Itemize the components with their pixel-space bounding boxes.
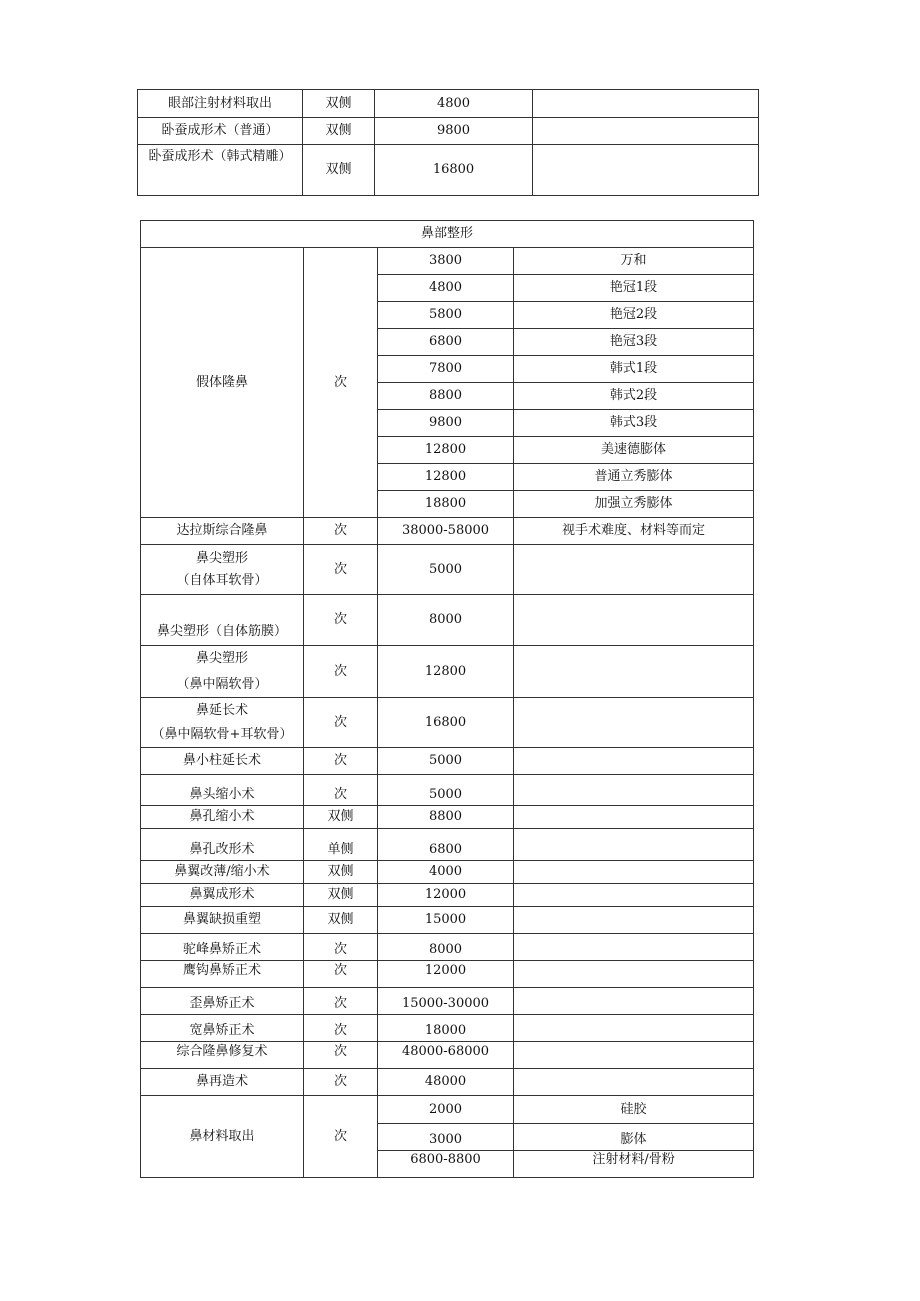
table-row [138, 145, 759, 196]
item-cell: 宽鼻矫正术 [141, 1015, 304, 1042]
table-row [141, 934, 754, 961]
table-row [141, 748, 754, 775]
note-cell [514, 861, 754, 884]
table-row [141, 907, 754, 934]
price-cell: 9800 [378, 410, 514, 437]
table-row [141, 806, 754, 829]
unit-cell: 次 [304, 248, 378, 518]
note-cell [514, 884, 754, 907]
table-row [141, 775, 754, 806]
item-cell: 卧蚕成形术（普通） [138, 118, 303, 145]
item-cell: 假体隆鼻 [141, 248, 304, 518]
note-cell [533, 145, 759, 196]
table-row [141, 1069, 754, 1096]
price-cell: 18000 [378, 1015, 514, 1042]
item-cell: 鼻翼改薄/缩小术 [141, 861, 304, 884]
note-cell [514, 775, 754, 806]
note-cell [514, 748, 754, 775]
item-line-2: （自体耳软骨） [176, 572, 268, 588]
item-cell: 鹰钩鼻矫正术 [141, 961, 304, 988]
table-row [141, 988, 754, 1015]
item-line-1: 鼻尖塑形 [195, 550, 248, 566]
item-cell [141, 698, 304, 748]
unit-cell: 双侧 [304, 884, 378, 907]
unit-cell: 单侧 [304, 829, 378, 861]
table-row [141, 1042, 754, 1069]
note-cell: 万和 [514, 248, 754, 275]
note-cell [533, 90, 759, 118]
unit-cell: 次 [304, 988, 378, 1015]
price-cell: 8000 [378, 934, 514, 961]
price-cell: 16800 [375, 145, 533, 196]
note-cell [533, 118, 759, 145]
price-cell: 5000 [378, 545, 514, 595]
note-cell [514, 1015, 754, 1042]
note-cell [514, 907, 754, 934]
note-cell: 普通立秀膨体 [514, 464, 754, 491]
note-cell: 艳冠2段 [514, 302, 754, 329]
item-cell: 鼻翼缺损重塑 [141, 907, 304, 934]
item-cell [141, 545, 304, 595]
price-cell: 15000 [378, 907, 514, 934]
price-cell: 4000 [378, 861, 514, 884]
item-line-2: （鼻中隔软骨） [176, 676, 268, 692]
price-cell: 12800 [378, 646, 514, 698]
unit-cell: 次 [304, 934, 378, 961]
table-row [141, 646, 754, 698]
price-cell: 12800 [378, 464, 514, 491]
note-cell: 注射材料/骨粉 [514, 1151, 754, 1178]
unit-cell: 双侧 [303, 118, 375, 145]
table-row [141, 1015, 754, 1042]
item-cell: 歪鼻矫正术 [141, 988, 304, 1015]
price-cell: 15000-30000 [378, 988, 514, 1015]
eye-price-table [137, 89, 759, 196]
unit-cell: 次 [304, 1096, 378, 1178]
price-cell: 5000 [378, 748, 514, 775]
price-cell: 6800 [378, 829, 514, 861]
price-cell: 18800 [378, 491, 514, 518]
note-cell [514, 698, 754, 748]
table-row [138, 118, 759, 145]
unit-cell: 双侧 [304, 806, 378, 829]
note-cell: 美速德膨体 [514, 437, 754, 464]
price-cell: 12000 [378, 961, 514, 988]
item-line-1: 鼻尖塑形 [195, 650, 248, 666]
table-row [141, 518, 754, 545]
item-line-2: （鼻中隔软骨+耳软骨） [151, 726, 293, 742]
item-cell: 卧蚕成形术（韩式精雕） [138, 145, 303, 196]
unit-cell: 次 [304, 775, 378, 806]
table-row [141, 884, 754, 907]
note-cell [514, 806, 754, 829]
unit-cell: 次 [304, 518, 378, 545]
table-row [141, 1096, 754, 1124]
unit-cell: 次 [304, 1042, 378, 1069]
note-cell [514, 988, 754, 1015]
note-cell: 加强立秀膨体 [514, 491, 754, 518]
unit-cell: 双侧 [304, 907, 378, 934]
price-cell: 2000 [378, 1096, 514, 1124]
note-cell: 韩式3段 [514, 410, 754, 437]
price-cell: 8800 [378, 383, 514, 410]
unit-cell: 次 [304, 748, 378, 775]
item-cell: 鼻材料取出 [141, 1096, 304, 1178]
item-cell: 鼻小柱延长术 [141, 748, 304, 775]
price-cell: 3000 [378, 1124, 514, 1151]
table-row [141, 861, 754, 884]
price-cell: 5800 [378, 302, 514, 329]
item-cell: 达拉斯综合隆鼻 [141, 518, 304, 545]
table-row [138, 90, 759, 118]
table-row [141, 829, 754, 861]
price-cell: 6800-8800 [378, 1151, 514, 1178]
price-cell: 48000-68000 [378, 1042, 514, 1069]
unit-cell: 次 [304, 595, 378, 646]
table-row [141, 698, 754, 748]
note-cell [514, 646, 754, 698]
price-cell: 16800 [378, 698, 514, 748]
item-cell: 眼部注射材料取出 [138, 90, 303, 118]
item-cell [141, 646, 304, 698]
unit-cell: 次 [304, 646, 378, 698]
item-cell: 鼻再造术 [141, 1069, 304, 1096]
unit-cell: 次 [304, 1015, 378, 1042]
unit-cell: 次 [304, 961, 378, 988]
item-line-1: 鼻延长术 [195, 702, 248, 718]
item-cell: 鼻孔改形术 [141, 829, 304, 861]
item-cell: 鼻尖塑形（自体筋膜） [141, 595, 304, 646]
unit-cell: 次 [304, 698, 378, 748]
price-cell: 12800 [378, 437, 514, 464]
price-cell: 8000 [378, 595, 514, 646]
price-cell: 7800 [378, 356, 514, 383]
price-cell: 9800 [375, 118, 533, 145]
note-cell [514, 961, 754, 988]
note-cell: 硅胶 [514, 1096, 754, 1124]
note-cell: 韩式2段 [514, 383, 754, 410]
price-cell: 48000 [378, 1069, 514, 1096]
note-cell [514, 1069, 754, 1096]
price-cell: 38000-58000 [378, 518, 514, 545]
unit-cell: 双侧 [303, 90, 375, 118]
note-cell [514, 934, 754, 961]
note-cell [514, 545, 754, 595]
item-cell: 鼻孔缩小术 [141, 806, 304, 829]
section-title: 鼻部整形 [141, 221, 754, 248]
nose-price-table [140, 220, 754, 1178]
item-cell: 鼻头缩小术 [141, 775, 304, 806]
table-row [141, 248, 754, 275]
table-row [141, 545, 754, 595]
note-cell [514, 595, 754, 646]
price-cell: 12000 [378, 884, 514, 907]
price-cell: 4800 [375, 90, 533, 118]
note-cell: 膨体 [514, 1124, 754, 1151]
unit-cell: 次 [304, 545, 378, 595]
item-cell: 鼻翼成形术 [141, 884, 304, 907]
note-cell [514, 829, 754, 861]
item-cell: 综合隆鼻修复术 [141, 1042, 304, 1069]
price-cell: 8800 [378, 806, 514, 829]
price-cell: 5000 [378, 775, 514, 806]
item-cell: 驼峰鼻矫正术 [141, 934, 304, 961]
note-cell: 韩式1段 [514, 356, 754, 383]
note-cell: 艳冠1段 [514, 275, 754, 302]
price-cell: 3800 [378, 248, 514, 275]
note-cell: 视手术难度、材料等而定 [514, 518, 754, 545]
unit-cell: 双侧 [303, 145, 375, 196]
table-row [141, 595, 754, 646]
note-cell [514, 1042, 754, 1069]
price-cell: 4800 [378, 275, 514, 302]
unit-cell: 双侧 [304, 861, 378, 884]
note-cell: 艳冠3段 [514, 329, 754, 356]
unit-cell: 次 [304, 1069, 378, 1096]
table-row [141, 961, 754, 988]
table-title-row [141, 221, 754, 248]
price-cell: 6800 [378, 329, 514, 356]
